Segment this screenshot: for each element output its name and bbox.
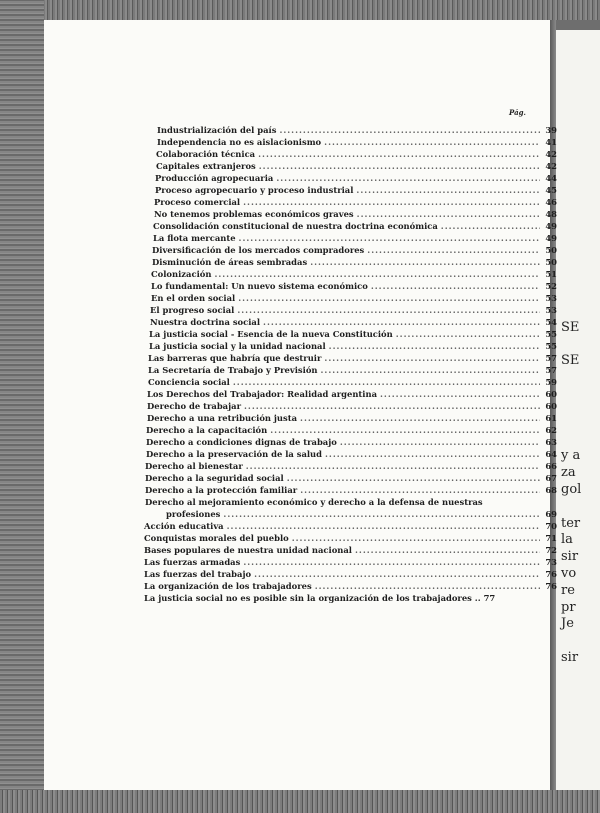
toc-entry: profesiones ..... 69 xyxy=(166,509,557,521)
scan-border-top xyxy=(0,0,600,20)
toc-entry: El progreso social ..... 53 xyxy=(150,305,557,317)
toc-entry: Nuestra doctrina social ..... 54 xyxy=(150,317,557,329)
page-column-label: Pág. xyxy=(509,108,526,117)
document-page xyxy=(44,20,557,790)
neighbor-text: ter xyxy=(561,516,581,531)
toc-entry: Bases populares de nuestra unidad nacional ..... 72 xyxy=(144,545,557,557)
scan-border-left xyxy=(0,0,44,813)
toc-entry: Lo fundamental: Un nuevo sistema económico ..... 52 xyxy=(151,281,557,293)
neighbor-text: Je xyxy=(561,616,574,631)
toc-entry: Derecho a condiciones dignas de trabajo ..... 63 xyxy=(146,437,557,449)
toc-entry: Proceso agropecuario y proceso industrial ..... 45 xyxy=(155,185,557,197)
neighbor-text: gol xyxy=(561,482,582,497)
toc-entry: En el orden social ..... 53 xyxy=(151,293,557,305)
toc-entry: Capitales extranjeros ..... 42 xyxy=(156,161,557,173)
toc-entry: La justicia social y la unidad nacional ..... 55 xyxy=(149,341,557,353)
toc-entry: No tenemos problemas económicos graves ..... 48 xyxy=(154,209,557,221)
toc-entry: Conquistas morales del pueblo ..... 71 xyxy=(144,533,557,545)
toc-entry: Las fuerzas del trabajo ..... 76 xyxy=(144,569,557,581)
toc-entry: Derecho de trabajar ..... 60 xyxy=(147,401,557,413)
neighbor-text: sir xyxy=(561,549,579,564)
toc-entry: Disminución de áreas sembradas ..... 50 xyxy=(152,257,557,269)
toc-entry: Acción educativa ..... 70 xyxy=(144,521,557,533)
toc-entry: Las fuerzas armadas ..... 73 xyxy=(144,557,557,569)
toc-entry: Colaboración técnica ..... 42 xyxy=(156,149,557,161)
toc-entry: La flota mercante ..... 49 xyxy=(153,233,557,245)
toc-entry: Derecho al bienestar ..... 66 xyxy=(145,461,557,473)
toc-entry: Industrialización del país ..... 39 xyxy=(157,125,557,137)
toc-entry: Los Derechos del Trabajador: Realidad argentina ..... 60 xyxy=(147,389,557,401)
toc-entry: Colonización ..... 51 xyxy=(151,269,557,281)
neighbor-text: SE xyxy=(561,320,580,335)
toc-entry: Producción agropecuaria ..... 44 xyxy=(155,173,557,185)
toc-entry: Diversificación de los mercados compradores ..... 50 xyxy=(152,245,557,257)
toc-entry: Derecho a una retribución justa ..... 61 xyxy=(147,413,557,425)
toc-entry: Proceso comercial ..... 46 xyxy=(154,197,557,209)
neighbor-text: za xyxy=(561,465,576,480)
toc-entry: Consolidación constitucional de nuestra doctrina económica ..... 49 xyxy=(153,221,557,233)
toc-entry: Derecho a la capacitación ..... 62 xyxy=(146,425,557,437)
toc-entry: Conciencia social ..... 59 xyxy=(148,377,557,389)
neighbor-text: pr xyxy=(561,600,576,615)
toc-entry: La justicia social - Esencia de la nueva Constitución ..... 55 xyxy=(149,329,557,341)
neighbor-text: la xyxy=(561,532,573,547)
neighbor-text: re xyxy=(561,583,575,598)
neighbor-text: y a xyxy=(561,448,581,463)
toc-entry: Independencia no es aislacionismo ..... 41 xyxy=(157,137,557,149)
toc-entry: Derecho a la seguridad social ..... 67 xyxy=(145,473,557,485)
toc-entry: La organización de los trabajadores ..... 76 xyxy=(144,581,557,593)
neighbor-page-fragment xyxy=(556,30,600,790)
toc-entry-first-line: Derecho al mejoramiento económico y derecho a la defensa de nuestras xyxy=(145,497,483,507)
neighbor-text: sir xyxy=(561,650,579,665)
neighbor-text: vo xyxy=(561,566,577,581)
neighbor-text: SE xyxy=(561,353,580,368)
toc-entry: Las barreras que habría que destruir ..... 57 xyxy=(148,353,557,365)
toc-entry: Derecho a la protección familiar ..... 68 xyxy=(145,485,557,497)
toc-entry: La justicia social no es posible sin la organización de los trabajadores .. 77 xyxy=(144,593,496,603)
toc-entry: Derecho a la preservación de la salud ..... 64 xyxy=(146,449,557,461)
scan-border-bottom xyxy=(0,790,600,813)
toc-entry: La Secretaría de Trabajo y Previsión ..... 57 xyxy=(148,365,557,377)
